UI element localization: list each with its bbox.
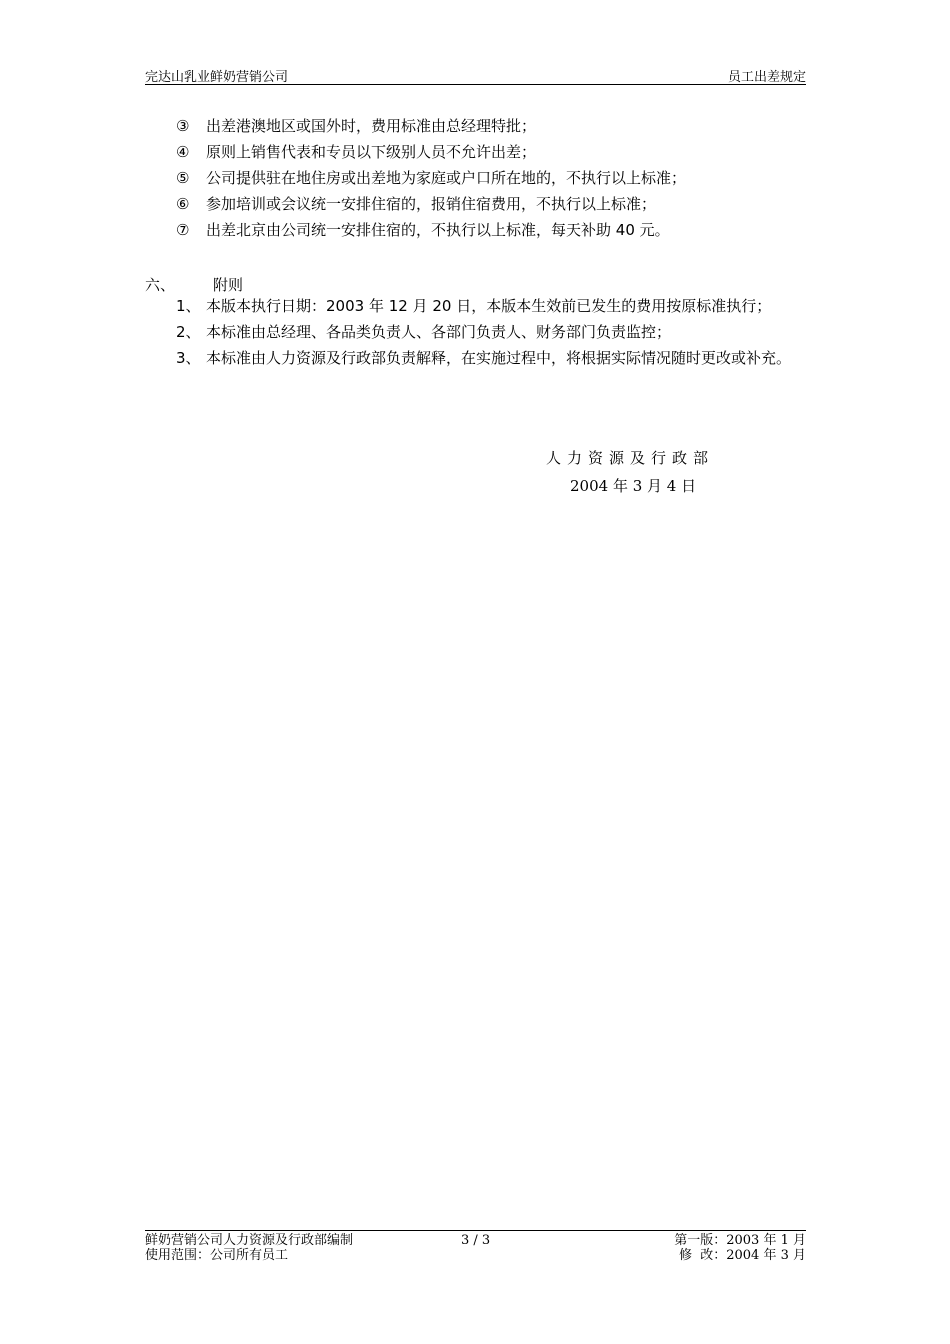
section-title: 附则 <box>213 276 244 294</box>
appendix-item <box>176 293 816 319</box>
item-number: ④ <box>176 143 190 161</box>
footer-revision: 修 改：2004 年 3 月 <box>678 1248 806 1263</box>
item-number: ③ <box>176 117 190 135</box>
item-text: 出差北京由公司统一安排住宿的，不执行以上标准，每天补助 40 元。 <box>206 221 670 239</box>
item-text: 参加培训或会议统一安排住宿的，报销住宿费用，不执行以上标准； <box>206 195 657 213</box>
item-text: 出差港澳地区或国外时，费用标准由总经理特批； <box>206 117 537 135</box>
list-item <box>176 113 536 139</box>
appendix-item <box>176 319 816 345</box>
footer-page-number: 3 / 3 <box>461 1233 491 1248</box>
item-text: 公司提供驻在地住房或出差地为家庭或户口所在地的，不执行以上标准； <box>206 169 687 187</box>
section-number: 六、 <box>145 276 176 294</box>
appendix-number: 3、 <box>176 349 201 367</box>
signature-department: 人力资源及行政部 <box>546 449 715 467</box>
appendix-number: 2、 <box>176 323 201 341</box>
appendix-text: 本标准由总经理、各品类负责人、各部门负责人、财务部门负责监控； <box>206 323 672 341</box>
list-item <box>176 217 670 243</box>
appendix-item <box>176 345 816 371</box>
header-doc-title: 员工出差规定 <box>727 70 806 85</box>
appendix-text: 本版本执行日期：2003 年 12 月 20 日，本版本生效前已发生的费用按原标准执行； <box>206 297 772 315</box>
list-item <box>176 139 536 165</box>
list-item <box>176 165 686 191</box>
header-company: 完达山乳业鲜奶营销公司 <box>145 70 289 85</box>
appendix-number: 1、 <box>176 297 201 315</box>
list-item <box>176 191 656 217</box>
footer-scope: 使用范围：公司所有员工 <box>145 1248 289 1263</box>
item-text: 原则上销售代表和专员以下级别人员不允许出差； <box>206 143 537 161</box>
footer-edition: 第一版：2003 年 1 月 <box>674 1233 806 1248</box>
page-header <box>145 66 806 85</box>
signature-date: 2004 年 3 月 4 日 <box>570 477 697 495</box>
footer-compiler: 鲜奶营销公司人力资源及行政部编制 <box>145 1233 354 1248</box>
page-footer <box>145 1230 806 1263</box>
appendix-text: 本标准由人力资源及行政部负责解释，在实施过程中，将根据实际情况随时更改或补充。 <box>206 349 792 367</box>
item-number: ⑥ <box>176 195 190 213</box>
item-number: ⑤ <box>176 169 190 187</box>
item-number: ⑦ <box>176 221 190 239</box>
